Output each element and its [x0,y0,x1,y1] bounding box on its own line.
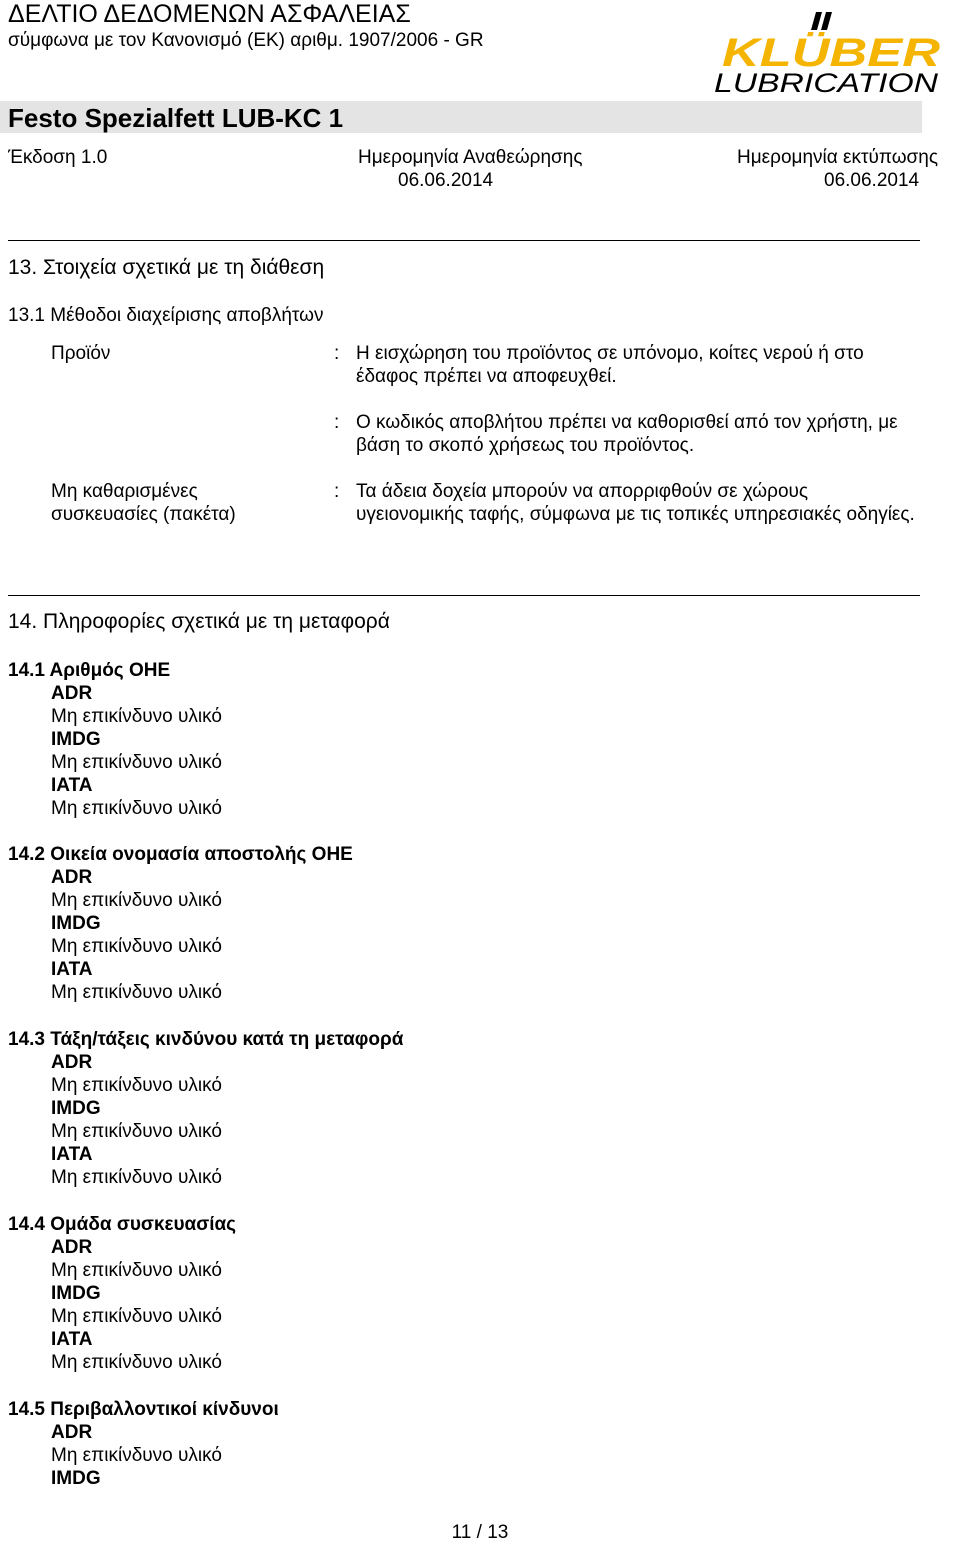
row-colon: : [334,481,340,502]
document-subtitle: σύμφωνα με τον Κανονισμό (ΕΚ) αριθμ. 1907/2006 - GR [8,30,484,51]
transport-mode: IMDG [51,913,101,934]
page-number: 11 / 13 [451,1522,509,1543]
logo-top-text: KLÜBER [722,31,889,75]
transport-mode: ADR [51,1422,93,1443]
transport-value: Μη επικίνδυνο υλικό [51,1075,222,1096]
transport-mode: ADR [51,867,93,888]
product-name: Festo Spezialfett LUB-KC 1 [8,103,344,133]
row-text-waste-code: Ο κωδικός αποβλήτου πρέπει να καθορισθεί από τον χρήστη, με βάση το σκοπό χρήσεως του προϊόντος. [356,412,898,456]
transport-mode: IATA [51,1329,93,1350]
section-divider [8,240,920,241]
transport-mode: ADR [51,1237,93,1258]
kluber-logo [708,6,948,98]
logo-bottom-text: LUBRICATION [714,68,939,98]
row-text-product: Η εισχώρηση του προϊόντος σε υπόνομο, κοίτες νερού ή στο έδαφος πρέπει να αποφευχθεί. [356,343,864,387]
subsection-title: 14.4 Ομάδα συσκευασίας [8,1214,237,1235]
subsection-title: 14.5 Περιβαλλοντικοί κίνδυνοι [8,1399,279,1420]
transport-value: Μη επικίνδυνο υλικό [51,890,222,911]
transport-value: Μη επικίνδυνο υλικό [51,1306,222,1327]
transport-mode: IATA [51,775,93,796]
row-colon: : [334,412,340,433]
section-divider [8,595,920,596]
subsection-title: 14.1 Αριθμός ΟΗΕ [8,660,171,681]
transport-mode: IMDG [51,1468,101,1489]
section-13-1-heading: 13.1 Μέθοδοι διαχείρισης αποβλήτων [8,305,324,326]
transport-mode: ADR [51,1052,93,1073]
row-colon: : [334,343,340,364]
version-label: Έκδοση 1.0 [8,147,108,168]
transport-value: Μη επικίνδυνο υλικό [51,798,222,819]
section-13-heading: 13. Στοιχεία σχετικά με τη διάθεση [8,256,325,279]
transport-mode: IATA [51,1144,93,1165]
subsection-title: 14.2 Οικεία ονομασία αποστολής ΟΗΕ [8,844,353,865]
transport-value: Μη επικίνδυνο υλικό [51,1352,222,1373]
transport-value: Μη επικίνδυνο υλικό [51,706,222,727]
print-date: 06.06.2014 [824,170,920,191]
transport-value: Μη επικίνδυνο υλικό [51,982,222,1003]
transport-mode: IATA [51,959,93,980]
transport-value: Μη επικίνδυνο υλικό [51,936,222,957]
section-14-heading: 14. Πληροφορίες σχετικά με τη μεταφορά [8,610,390,633]
subsection-title: 14.3 Τάξη/τάξεις κινδύνου κατά τη μεταφορά [8,1029,404,1050]
transport-mode: IMDG [51,1098,101,1119]
row-text-packaging: Τα άδεια δοχεία μπορούν να απορριφθούν σε χώρους υγειονομικής ταφής, σύμφωνα με τις τοπικές υπηρεσιακές οδηγίες. [356,481,915,525]
transport-mode: ADR [51,683,93,704]
transport-mode: IMDG [51,729,101,750]
row-label-product: Προϊόν [51,343,111,364]
transport-value: Μη επικίνδυνο υλικό [51,1121,222,1142]
row-label-packaging: Μη καθαρισμένες συσκευασίες (πακέτα) [51,481,236,525]
transport-mode: IMDG [51,1283,101,1304]
transport-value: Μη επικίνδυνο υλικό [51,1445,222,1466]
transport-value: Μη επικίνδυνο υλικό [51,752,222,773]
logo-slash-marks [811,12,832,30]
revision-date-label: Ημερομηνία Αναθεώρησης [358,147,583,168]
transport-value: Μη επικίνδυνο υλικό [51,1167,222,1188]
transport-value: Μη επικίνδυνο υλικό [51,1260,222,1281]
document-title: ΔΕΛΤΙΟ ΔΕΔΟΜΕΝΩΝ ΑΣΦΑΛΕΙΑΣ [8,0,411,28]
revision-date: 06.06.2014 [398,170,494,191]
print-date-label: Ημερομηνία εκτύπωσης [737,147,939,168]
